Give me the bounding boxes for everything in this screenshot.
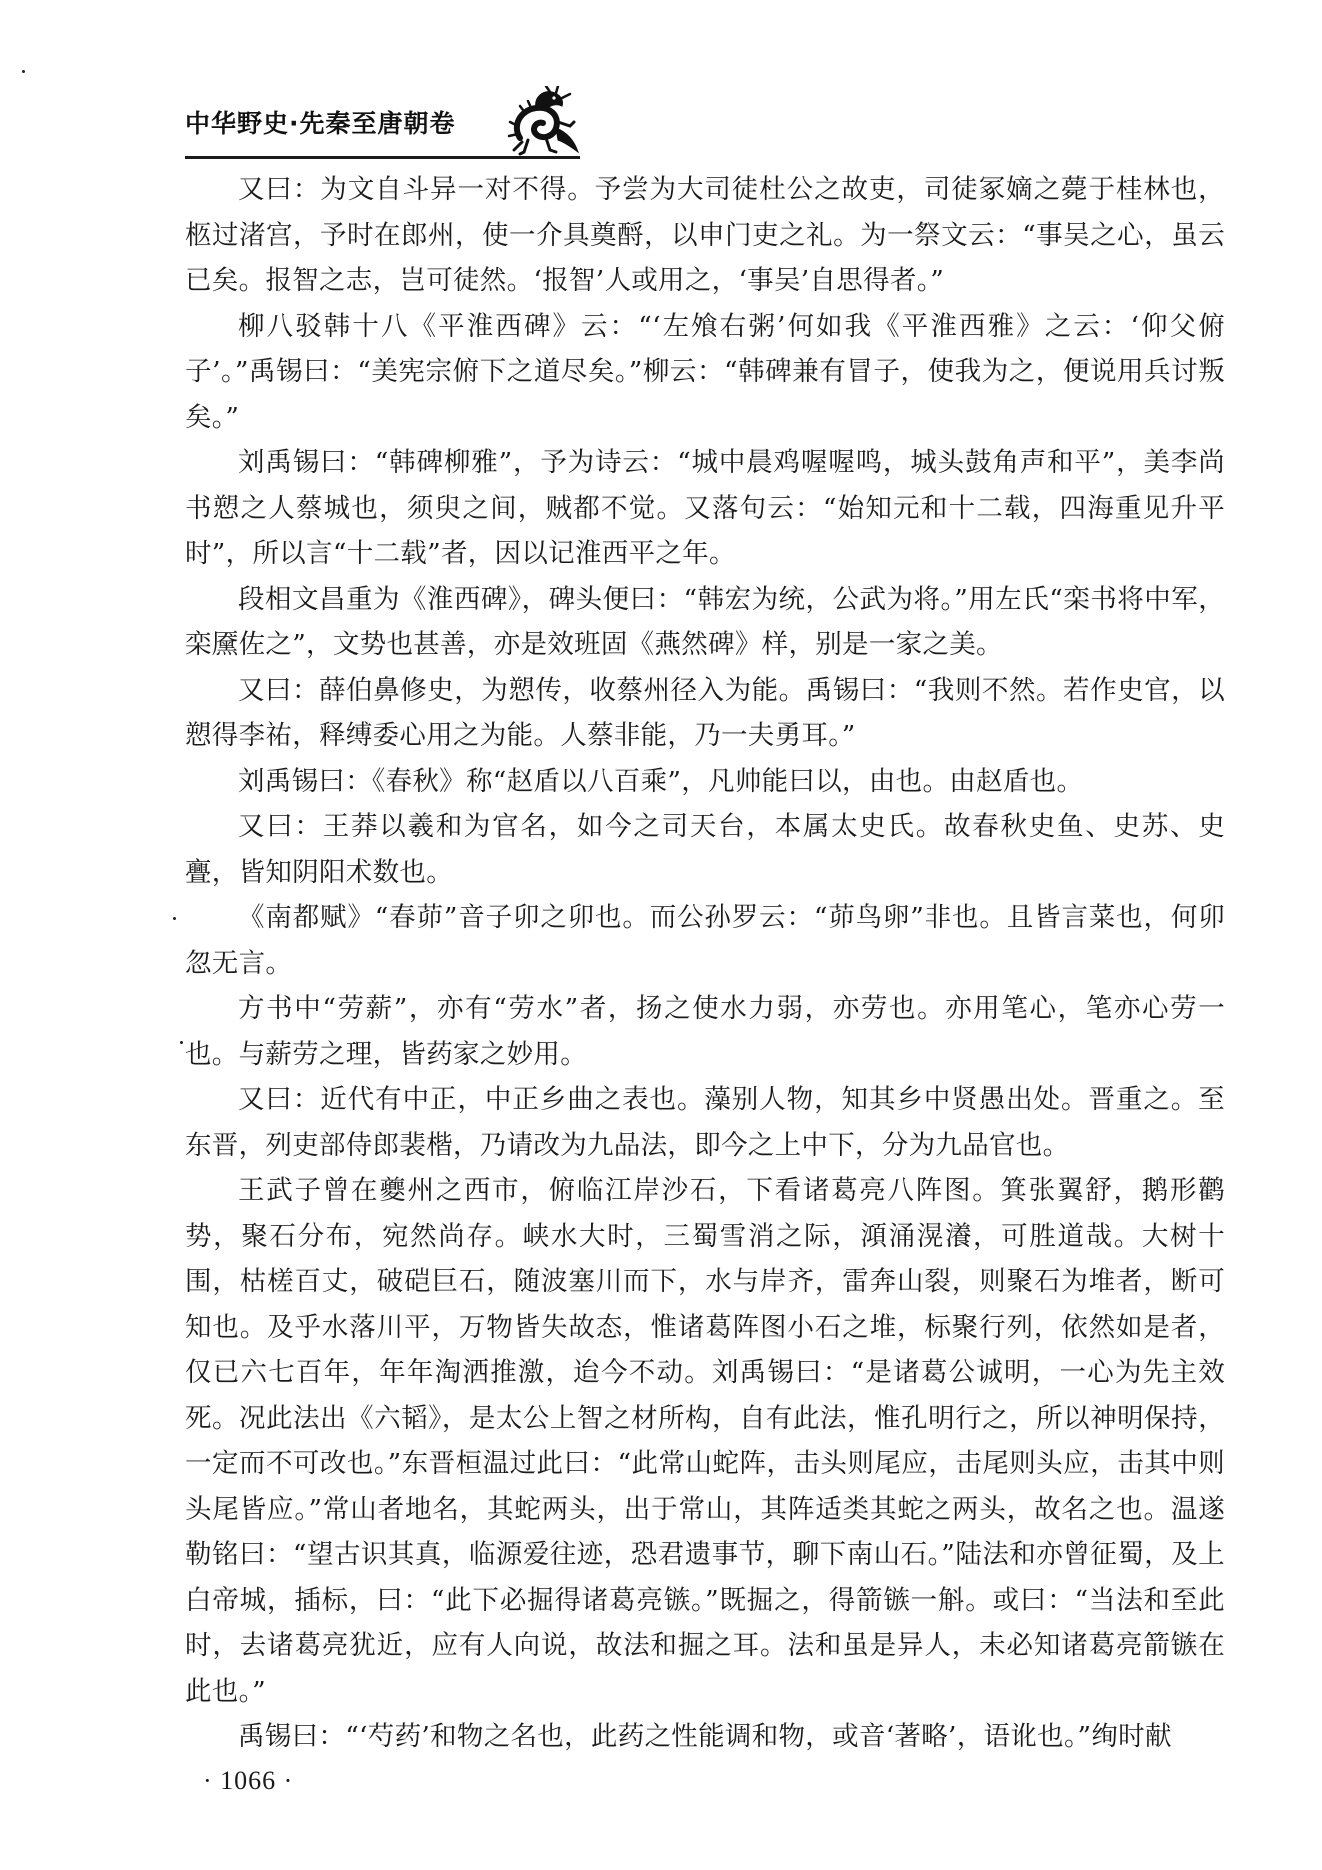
dragon-icon	[506, 86, 582, 158]
paragraph: 又曰：薛伯鼻修史，为愬传，收蔡州径入为能。禹锡曰：“我则不然。若作史官，以愬得李祐，释缚委心用之为能。人蔡非能，乃一夫勇耳。”	[185, 674, 1225, 751]
paragraph: 王武子曾在夔州之西市，俯临江岸沙石，下看诸葛亮八阵图。箕张翼舒，鹅形鹳势，聚石分布，宛然尚存。峡水大时，三蜀雪消之际，澒涌滉瀁，可胜道哉。大树十围，枯槎百丈，破硙巨石，随波塞川而下，水与岸齐，雷奔山裂，则聚石为堆者，断可知也。及乎水落川平，万物皆失故态，惟诸葛阵图小石之堆，标聚行列，依然如是者，仅已六七百年，年年淘洒推激，迨今不动。刘禹锡曰：“是诸葛公诚明，一心为先主效死。况此法出《六韬》，是太公上智之材所构，自有此法，惟孔明行之，所以神明保持，一定而不可改也。”东晋桓温过此曰：“此常山蛇阵，击头则尾应，击尾则头应，击其中则头尾皆应。”常山者地名，其蛇两头，出于常山，其阵适类其蛇之两头，故名之也。温遂勒铭曰：“望古识其真，临源爱往迹，恐君遗事节，聊下南山石。”陆法和亦曾征蜀，及上白帝城，插标，曰：“此下必掘得诸葛亮镞。”既掘之，得箭镞一斛。或曰：“当法和至此时，去诸葛亮犹近，应有人向说，故法和掘之耳。法和虽是异人，未必知诸葛亮箭镞在此也。”	[185, 1175, 1225, 1707]
paragraph: 刘禹锡曰：《春秋》称“赵盾以八百乘”，凡帅能曰以，由也。由赵盾也。	[238, 765, 1084, 797]
page-number: · 1066 ·	[203, 1766, 294, 1795]
scan-speck	[173, 917, 176, 920]
header-title: 中华野史·先秦至唐朝卷	[185, 109, 456, 138]
paragraph: 《南都赋》“春茆”音子卯之卯也。而公孙罗云：“茆鸟卵”非也。且皆言菜也，何卯忽无言。	[185, 902, 1225, 979]
paragraph: 又曰：为文自斗异一对不得。予尝为大司徒杜公之故吏，司徒冢嫡之薨于桂林也，柩过渚宫，予时在郎州，使一介具奠酹，以申门吏之礼。为一祭文云：“事吴之心，虽云已矣。报智之志，岂可徒然。‘报智’人或用之，‘事吴’自思得者。”	[185, 174, 1225, 296]
paragraph: 禹锡曰：“‘芍药’和物之名也，此药之性能调和物，或音‘著略’，语讹也。”绚时献	[238, 1721, 1172, 1752]
paragraph: 又曰：近代有中正，中正乡曲之表也。藻别人物，知其乡中贤愚出处。晋重之。至东晋，列吏部侍郎裴楷，乃请改为九品法，即今之上中下，分为九品官也。	[185, 1084, 1225, 1161]
paragraph: 方书中“劳薪”，亦有“劳水”者，扬之使水力弱，亦劳也。亦用笔心，笔亦心劳一也。与薪劳之理，皆药家之妙用。	[185, 993, 1225, 1070]
scan-speck	[22, 70, 25, 73]
body-text	[185, 167, 1225, 1760]
scan-speck	[180, 1041, 183, 1044]
paragraph: 段相文昌重为《淮西碑》，碑头便曰：“韩宏为统，公武为将。”用左氏“栾书将中军，栾黡佐之”，文势也甚善，亦是效班固《燕然碑》样，别是一家之美。	[185, 583, 1225, 660]
paragraph: 又曰：王莽以羲和为官名，如今之司天台，本属太史氏。故春秋史鱼、史苏、史亹，皆知阴阳术数也。	[185, 811, 1225, 888]
paragraph: 柳八驳韩十八《平淮西碑》云：“‘左飧右粥’何如我《平淮西雅》之云：‘仰父俯子’。”禹锡曰：“美宪宗俯下之道尽矣。”柳云：“韩碑兼有冒子，使我为之，便说用兵讨叛矣。”	[185, 310, 1225, 433]
paragraph: 刘禹锡曰：“韩碑柳雅”，予为诗云：“城中晨鸡喔喔鸣，城头鼓角声和平”，美李尚书愬之人蔡城也，须臾之间，贼都不觉。又落句云：“始知元和十二载，四海重见升平时”，所以言“十二载”者，因以记淮西平之年。	[185, 447, 1225, 569]
